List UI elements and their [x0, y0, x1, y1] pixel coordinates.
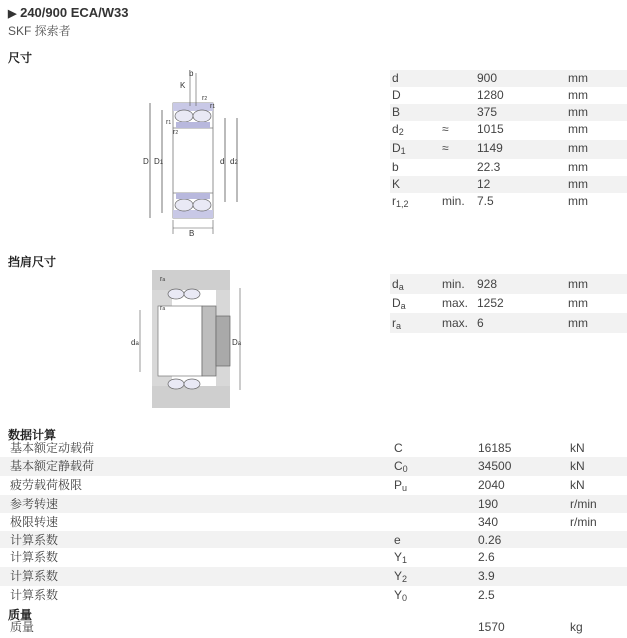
table-row — [390, 87, 627, 104]
unit: mm — [568, 316, 588, 330]
label-ra-top: ra — [160, 276, 166, 283]
table-row — [390, 193, 627, 210]
symbol: $D_a$ — [392, 296, 406, 311]
table-row — [0, 567, 627, 586]
symbol: $Y_1$ — [394, 550, 408, 565]
unit: mm — [568, 177, 588, 191]
table-row — [0, 457, 627, 476]
label-r1-left: r1 — [166, 119, 172, 126]
unit: kN — [570, 459, 585, 473]
dimensions-table — [390, 70, 627, 210]
unit: mm — [568, 105, 588, 119]
table-row — [390, 294, 627, 313]
table-row — [0, 495, 627, 513]
unit: mm — [568, 160, 588, 174]
value: 375 — [477, 105, 498, 119]
value: 1252 — [477, 296, 504, 310]
table-row — [0, 586, 627, 605]
row-label: 质量 — [10, 620, 35, 634]
value: 34500 — [478, 459, 512, 473]
symbol: $Y_2$ — [394, 569, 408, 584]
section-heading-calculation: 数据计算 — [8, 428, 57, 442]
label-da: da — [131, 338, 139, 347]
unit: mm — [568, 71, 588, 85]
modifier: max. — [442, 296, 469, 310]
symbol: $d_a$ — [392, 277, 404, 292]
page-subtitle: SKF 探索者 — [8, 24, 71, 38]
value: 12 — [477, 177, 491, 191]
row-label: 计算系数 — [10, 588, 59, 602]
symbol: e — [394, 533, 401, 547]
value: 7.5 — [477, 194, 494, 208]
table-row — [0, 439, 627, 457]
label-d: d — [220, 157, 225, 166]
symbol: D — [392, 88, 401, 102]
modifier: ≈ — [442, 141, 449, 155]
modifier: max. — [442, 316, 469, 330]
unit: r/min — [570, 515, 597, 529]
row-label: 疲劳载荷极限 — [10, 478, 83, 492]
value: 2.6 — [478, 550, 495, 564]
table-row — [0, 513, 627, 531]
label-b: b — [189, 69, 194, 78]
section-heading-mass: 质量 — [8, 608, 33, 622]
label-D1: D1 — [154, 157, 164, 166]
label-K: K — [180, 81, 186, 90]
symbol: C — [394, 441, 403, 455]
table-row — [390, 176, 627, 193]
value: 16185 — [478, 441, 512, 455]
row-label: 参考转速 — [10, 497, 59, 511]
table-row — [390, 70, 627, 87]
symbol: $Y_0$ — [394, 588, 408, 603]
symbol: b — [392, 160, 399, 174]
label-D: D — [143, 157, 149, 166]
value: 900 — [477, 71, 498, 85]
unit: mm — [568, 88, 588, 102]
table-row — [0, 531, 627, 548]
unit: kN — [570, 478, 585, 492]
table-row — [390, 121, 627, 140]
table-row — [0, 476, 627, 495]
label-r1-top: r1 — [210, 103, 216, 110]
value: 1280 — [477, 88, 504, 102]
value: 22.3 — [477, 160, 501, 174]
bearing-dimension-drawing — [140, 68, 250, 238]
unit: mm — [568, 122, 588, 136]
calculation-table — [0, 439, 627, 605]
value: 928 — [477, 277, 498, 291]
label-Da: Da — [232, 338, 242, 347]
value: 1015 — [477, 122, 504, 136]
symbol: $C_0$ — [394, 459, 408, 474]
label-r2-top: r2 — [202, 95, 208, 102]
symbol: K — [392, 177, 401, 191]
value: 340 — [478, 515, 499, 529]
section-heading-dimensions: 尺寸 — [8, 51, 33, 65]
table-row — [390, 104, 627, 121]
abutment-dimension-drawing — [128, 268, 248, 413]
table-row — [0, 618, 627, 636]
mass-table — [0, 618, 627, 636]
symbol: d — [392, 71, 399, 85]
table-row — [390, 159, 627, 176]
abutment-table — [390, 274, 627, 333]
value: 1149 — [477, 141, 503, 155]
symbol: B — [392, 105, 401, 119]
unit: r/min — [570, 497, 597, 511]
value: 6 — [477, 316, 484, 330]
label-ra-mid: ra — [160, 305, 166, 312]
title-marker-icon: ▶ — [8, 8, 17, 20]
row-label: 计算系数 — [10, 550, 59, 564]
unit: mm — [568, 296, 588, 310]
unit: mm — [568, 141, 588, 155]
unit: mm — [568, 194, 588, 208]
value: 2040 — [478, 478, 505, 492]
table-row — [390, 140, 627, 159]
unit: kg — [570, 620, 583, 634]
table-row — [0, 548, 627, 567]
value: 190 — [478, 497, 499, 511]
product-title — [8, 5, 129, 20]
product-designation: 240/900 ECA/W33 — [20, 5, 129, 20]
row-label: 计算系数 — [10, 569, 59, 583]
symbol: $d_2$ — [392, 122, 404, 137]
value: 3.9 — [478, 569, 495, 583]
section-heading-abutment: 挡肩尺寸 — [8, 255, 57, 269]
modifier: min. — [442, 194, 465, 208]
modifier: min. — [442, 277, 465, 291]
table-row — [390, 274, 627, 294]
symbol: $r_a$ — [392, 316, 402, 331]
value: 0.26 — [478, 533, 502, 547]
row-label: 计算系数 — [10, 533, 59, 547]
symbol: $D_1$ — [392, 141, 406, 156]
table-row — [390, 313, 627, 333]
unit: mm — [568, 277, 588, 291]
value: 2.5 — [478, 588, 495, 602]
label-d2: d2 — [230, 157, 238, 166]
modifier: ≈ — [442, 122, 449, 136]
symbol: $r_{1,2}$ — [392, 194, 409, 209]
row-label: 基本额定静载荷 — [10, 459, 95, 473]
unit: kN — [570, 441, 585, 455]
row-label: 基本额定动载荷 — [10, 441, 95, 455]
label-r2-left: r2 — [173, 129, 179, 136]
label-B: B — [189, 229, 195, 238]
value: 1570 — [478, 620, 505, 634]
symbol: $P_u$ — [394, 478, 408, 493]
row-label: 极限转速 — [10, 515, 59, 529]
